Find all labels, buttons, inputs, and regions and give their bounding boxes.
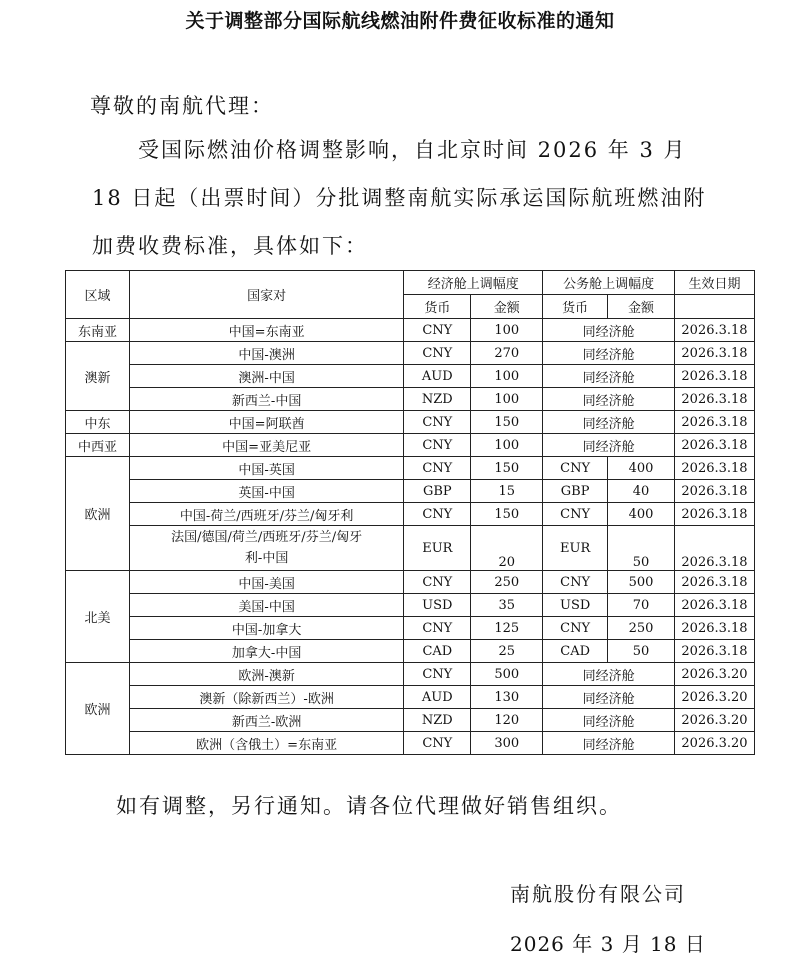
eco-currency-cell: CNY	[404, 617, 471, 640]
eco-currency-cell: CAD	[404, 640, 471, 663]
biz-same-cell: 同经济舱	[543, 434, 675, 457]
country-line-2: 利-中国	[244, 551, 289, 566]
eco-amount-cell: 15	[471, 480, 543, 503]
date-cell: 2026.3.18	[675, 411, 755, 434]
country-cell: 加拿大-中国	[129, 640, 403, 663]
table-row	[66, 732, 755, 755]
date-cell: 2026.3.18	[675, 480, 755, 503]
eco-amount-cell: 120	[471, 709, 543, 732]
document-title: 关于调整部分国际航线燃油附件费征收标准的通知	[185, 10, 615, 32]
date-cell: 2026.3.18	[675, 640, 755, 663]
biz-same-cell: 同经济舱	[543, 663, 675, 686]
issue-date: 2026 年 3 月 18 日	[510, 932, 706, 956]
table-row	[66, 663, 755, 686]
country-cell: 欧洲-澳新	[129, 663, 403, 686]
table-row	[66, 709, 755, 732]
biz-amount-cell: 400	[608, 457, 675, 480]
header-economy: 经济舱上调幅度	[404, 271, 543, 295]
biz-same-cell: 同经济舱	[543, 388, 675, 411]
eco-currency-cell: NZD	[404, 388, 471, 411]
signature: 南航股份有限公司	[510, 882, 686, 906]
biz-currency-cell: USD	[543, 594, 608, 617]
eco-amount-cell: 100	[471, 434, 543, 457]
country-cell: 中国-澳洲	[129, 342, 403, 365]
eco-currency-cell: CNY	[404, 457, 471, 480]
date-cell: 2026.3.18	[675, 571, 755, 594]
date-cell: 2026.3.20	[675, 663, 755, 686]
biz-currency-cell: CNY	[543, 503, 608, 526]
eco-currency-cell: AUD	[404, 365, 471, 388]
region-cell: 中东	[66, 411, 130, 434]
eco-amount-cell: 20	[471, 526, 543, 571]
country-cell: 美国-中国	[129, 594, 403, 617]
biz-amount-cell: 50	[608, 526, 675, 571]
biz-currency-cell: EUR	[543, 526, 608, 571]
eco-amount-cell: 35	[471, 594, 543, 617]
eco-currency-cell: NZD	[404, 709, 471, 732]
header-business: 公务舱上调幅度	[543, 271, 675, 295]
region-cell: 东南亚	[66, 319, 130, 342]
eco-amount-cell: 150	[471, 411, 543, 434]
country-cell: 英国-中国	[129, 480, 403, 503]
eco-currency-cell: CNY	[404, 434, 471, 457]
eco-amount-cell: 100	[471, 388, 543, 411]
table-row	[66, 434, 755, 457]
eco-amount-cell: 500	[471, 663, 543, 686]
header-effective-date: 生效日期	[675, 271, 755, 295]
eco-amount-cell: 130	[471, 686, 543, 709]
header-biz-currency: 货币	[543, 295, 608, 319]
eco-amount-cell: 150	[471, 457, 543, 480]
country-cell: 中国=亚美尼亚	[129, 434, 403, 457]
date-cell: 2026.3.18	[675, 617, 755, 640]
biz-amount-cell: 40	[608, 480, 675, 503]
biz-same-cell: 同经济舱	[543, 686, 675, 709]
biz-amount-cell: 500	[608, 571, 675, 594]
eco-amount-cell: 150	[471, 503, 543, 526]
biz-same-cell: 同经济舱	[543, 319, 675, 342]
table-row	[66, 411, 755, 434]
table-row	[66, 319, 755, 342]
body-paragraph: 受国际燃油价格调整影响，自北京时间 2026 年 3 月 18 日起（出票时间）分批调整南航实际承运国际航班燃油附加费收费标准，具体如下：	[92, 138, 707, 258]
eco-amount-cell: 25	[471, 640, 543, 663]
country-cell: 新西兰-中国	[129, 388, 403, 411]
eco-amount-cell: 300	[471, 732, 543, 755]
biz-currency-cell: GBP	[543, 480, 608, 503]
eco-currency-cell: CNY	[404, 663, 471, 686]
region-cell: 北美	[66, 571, 130, 663]
biz-same-cell: 同经济舱	[543, 411, 675, 434]
salutation: 尊敬的南航代理：	[90, 94, 274, 118]
table-row	[66, 617, 755, 640]
region-cell: 澳新	[66, 342, 130, 411]
eco-amount-cell: 125	[471, 617, 543, 640]
biz-amount-cell: 70	[608, 594, 675, 617]
table-row	[66, 388, 755, 411]
country-cell: 澳新（除新西兰）-欧洲	[129, 686, 403, 709]
eco-amount-cell: 100	[471, 365, 543, 388]
date-cell: 2026.3.20	[675, 709, 755, 732]
header-country-pair: 国家对	[129, 271, 403, 319]
header-eco-amount: 金额	[471, 295, 543, 319]
eco-currency-cell: GBP	[404, 480, 471, 503]
eco-amount-cell: 270	[471, 342, 543, 365]
region-cell: 欧洲	[66, 457, 130, 571]
biz-amount-cell: 50	[608, 640, 675, 663]
biz-currency-cell: CNY	[543, 457, 608, 480]
country-cell: 中国-美国	[129, 571, 403, 594]
country-cell: 中国=阿联酋	[129, 411, 403, 434]
country-cell: 新西兰-欧洲	[129, 709, 403, 732]
table-row	[66, 365, 755, 388]
date-cell: 2026.3.18	[675, 342, 755, 365]
table-row	[66, 594, 755, 617]
fuel-surcharge-table	[65, 270, 755, 755]
date-cell: 2026.3.18	[675, 457, 755, 480]
table-row	[66, 480, 755, 503]
eco-currency-cell: CNY	[404, 342, 471, 365]
eco-currency-cell: AUD	[404, 686, 471, 709]
table-row	[66, 457, 755, 480]
date-cell: 2026.3.18	[675, 503, 755, 526]
country-cell: 中国-加拿大	[129, 617, 403, 640]
region-cell: 欧洲	[66, 663, 130, 755]
country-cell: 中国-英国	[129, 457, 403, 480]
table-row	[66, 640, 755, 663]
eco-currency-cell: CNY	[404, 319, 471, 342]
eco-currency-cell: EUR	[404, 526, 471, 571]
biz-currency-cell: CNY	[543, 571, 608, 594]
eco-currency-cell: CNY	[404, 411, 471, 434]
biz-amount-cell: 400	[608, 503, 675, 526]
date-cell: 2026.3.18	[675, 434, 755, 457]
header-biz-amount: 金额	[608, 295, 675, 319]
country-cell: 中国=东南亚	[129, 319, 403, 342]
date-cell: 2026.3.20	[675, 686, 755, 709]
biz-currency-cell: CNY	[543, 617, 608, 640]
country-cell	[129, 526, 403, 571]
date-cell: 2026.3.18	[675, 526, 755, 571]
table-row	[66, 342, 755, 365]
biz-currency-cell: CAD	[543, 640, 608, 663]
eco-currency-cell: USD	[404, 594, 471, 617]
eco-amount-cell: 100	[471, 319, 543, 342]
header-date-blank	[675, 295, 755, 319]
table-row	[66, 526, 755, 571]
eco-amount-cell: 250	[471, 571, 543, 594]
country-cell: 澳洲-中国	[129, 365, 403, 388]
eco-currency-cell: CNY	[404, 732, 471, 755]
biz-amount-cell: 250	[608, 617, 675, 640]
table-row	[66, 571, 755, 594]
country-line-1: 法国/德国/荷兰/西班牙/芬兰/匈牙	[171, 530, 363, 545]
eco-currency-cell: CNY	[404, 503, 471, 526]
date-cell: 2026.3.18	[675, 365, 755, 388]
biz-same-cell: 同经济舱	[543, 709, 675, 732]
table-row	[66, 503, 755, 526]
country-cell: 欧洲（含俄土）=东南亚	[129, 732, 403, 755]
table-row	[66, 686, 755, 709]
date-cell: 2026.3.18	[675, 319, 755, 342]
region-cell: 中西亚	[66, 434, 130, 457]
biz-same-cell: 同经济舱	[543, 732, 675, 755]
country-cell: 中国-荷兰/西班牙/芬兰/匈牙利	[129, 503, 403, 526]
date-cell: 2026.3.18	[675, 594, 755, 617]
biz-same-cell: 同经济舱	[543, 365, 675, 388]
closing-note: 如有调整，另行通知。请各位代理做好销售组织。	[116, 794, 622, 818]
biz-same-cell: 同经济舱	[543, 342, 675, 365]
header-eco-currency: 货币	[404, 295, 471, 319]
date-cell: 2026.3.20	[675, 732, 755, 755]
date-cell: 2026.3.18	[675, 388, 755, 411]
eco-currency-cell: CNY	[404, 571, 471, 594]
header-region: 区域	[66, 271, 130, 319]
